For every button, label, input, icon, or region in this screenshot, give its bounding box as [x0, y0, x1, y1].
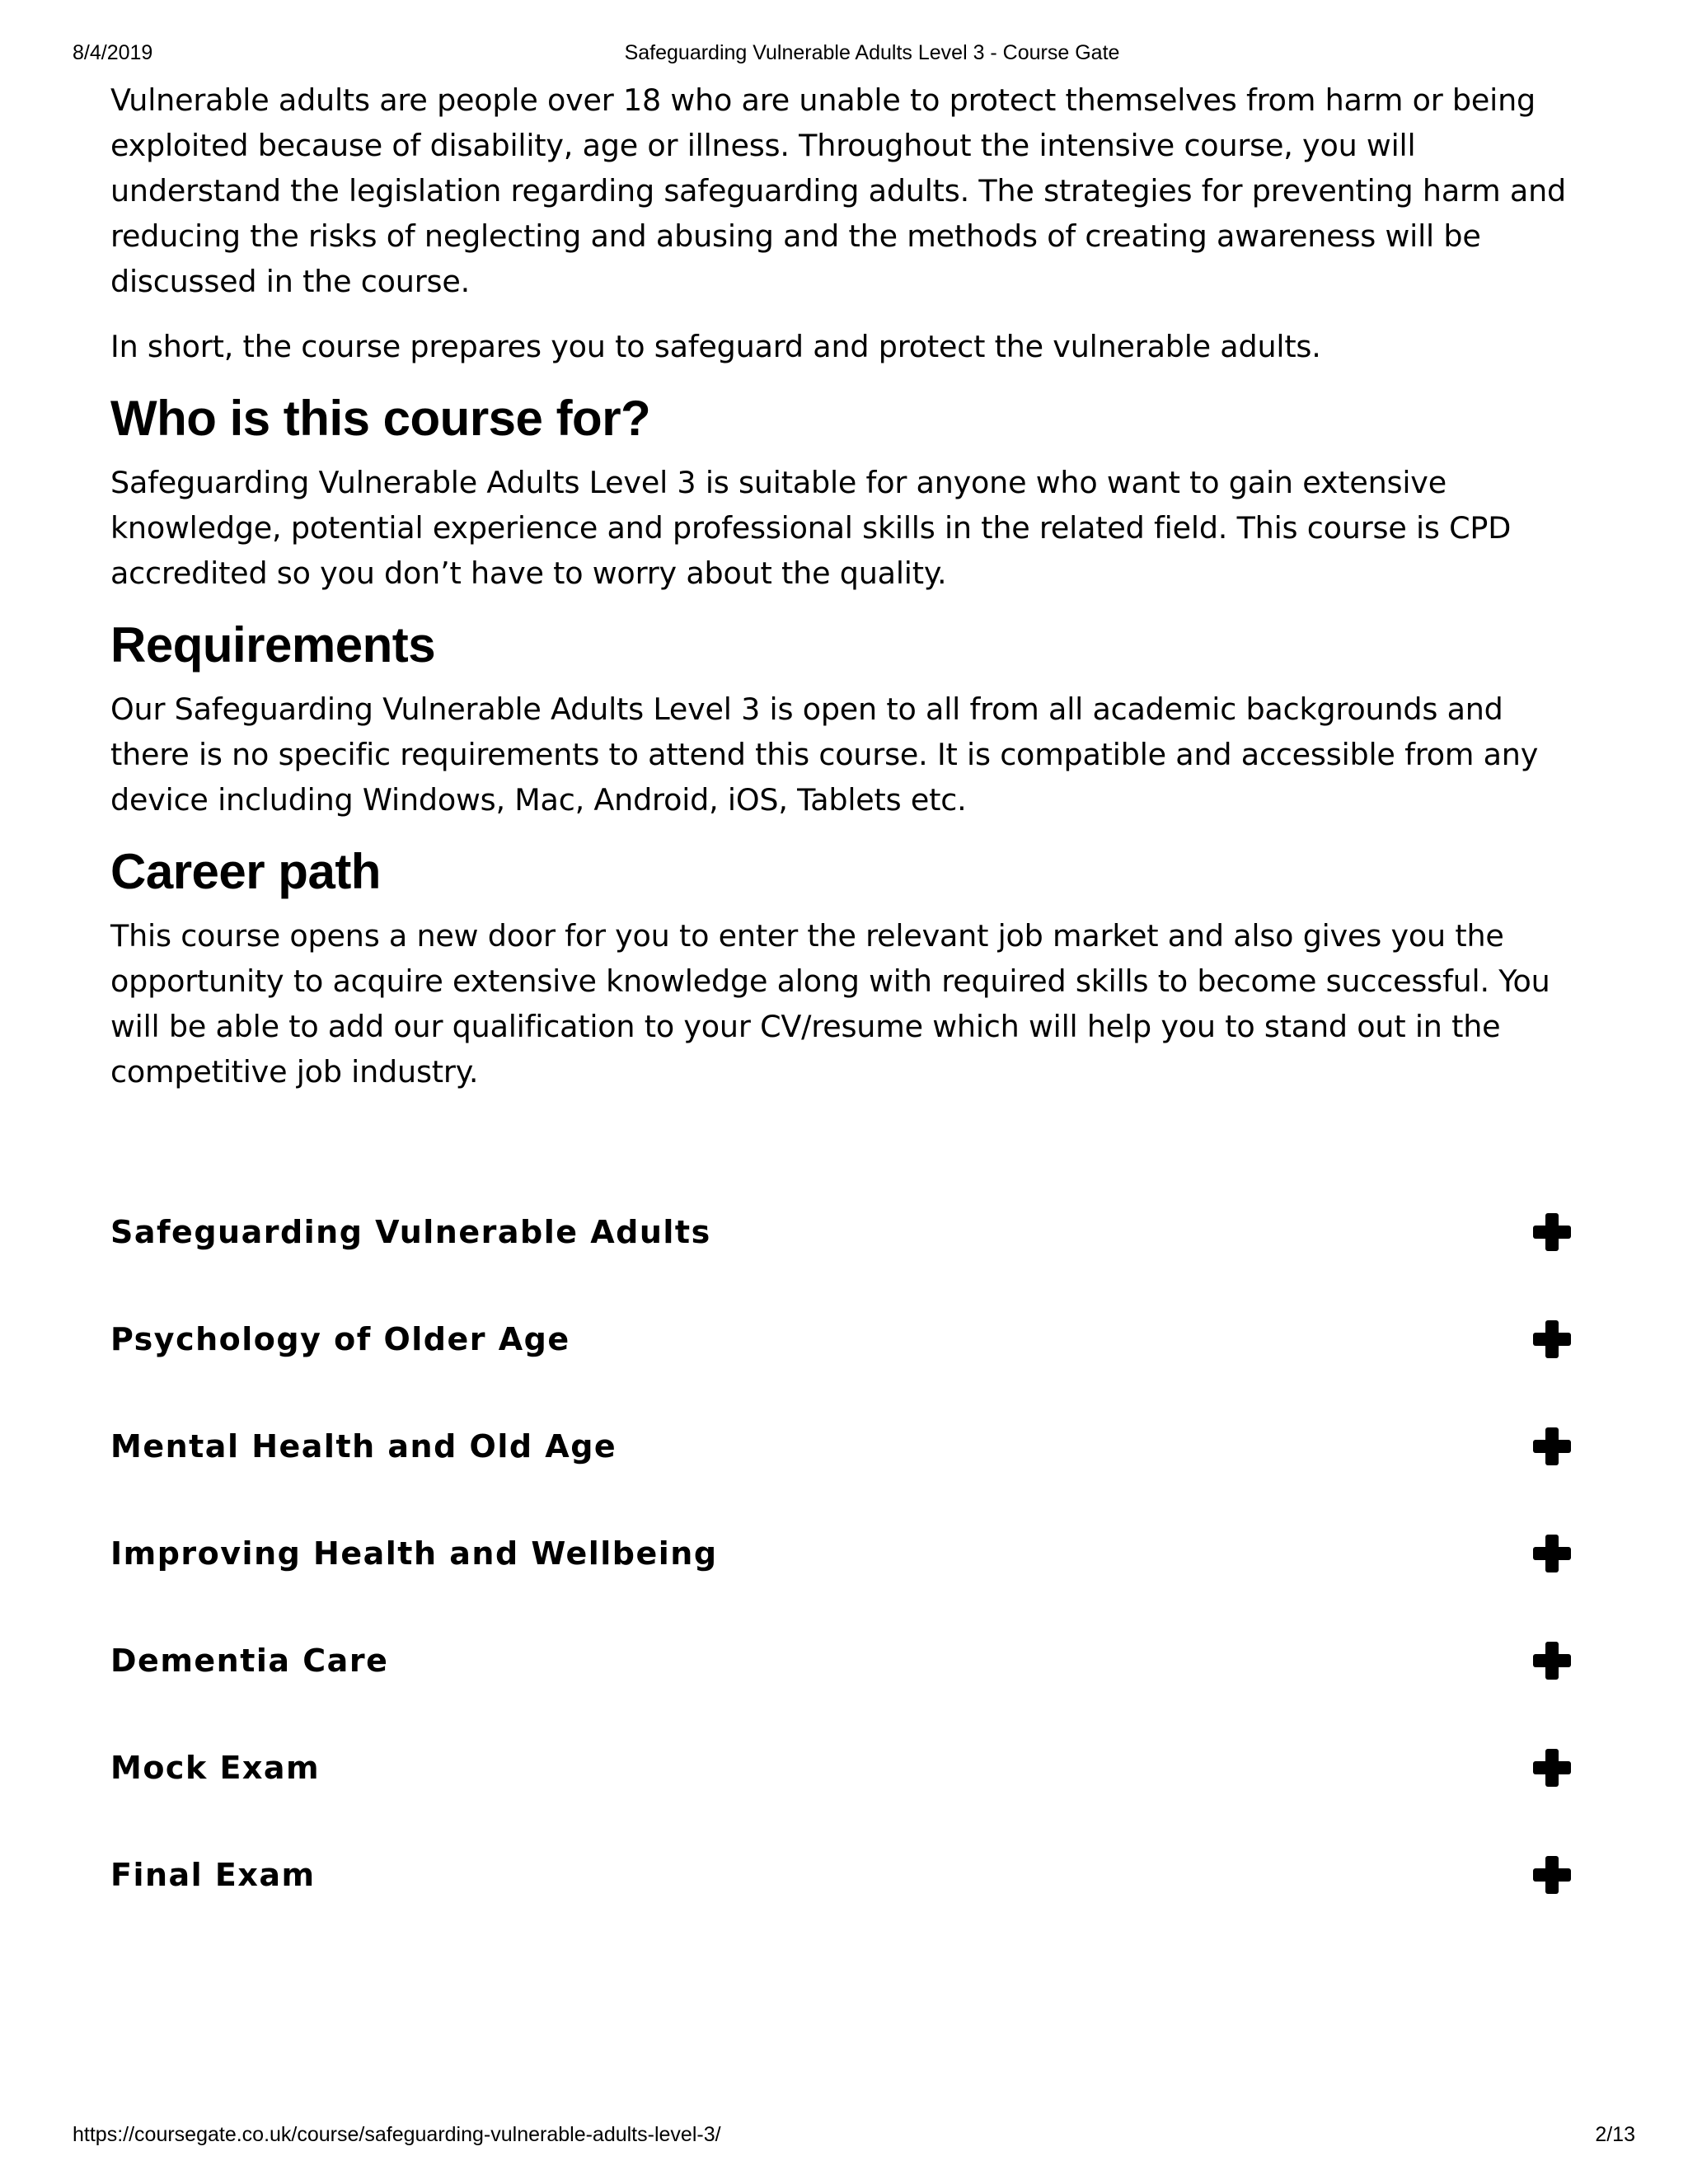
accordion-item-wellbeing[interactable] [110, 1512, 1578, 1619]
section-body-audience: Safeguarding Vulnerable Adults Level 3 is suitable for anyone who want to gain extensive knowledge, potential experience and professional skills in the related field. This course is CPD accredited so you don’t have to worry about the quality. [110, 465, 1512, 591]
plus-icon[interactable] [1533, 1856, 1571, 1894]
intro-paragraph: Vulnerable adults are people over 18 who are unable to protect themselves from harm or being exploited because of disability, age or illness. Throughout the intensive course, you will understand the legislation regarding safeguarding adults. The strategies for preventing harm and reducing the risks of neglecting and abusing and the methods of creating awareness will be discussed in the course. [110, 82, 1567, 299]
plus-icon[interactable] [1533, 1642, 1571, 1680]
curriculum-accordion [110, 1191, 1578, 1941]
print-header [73, 41, 1639, 66]
plus-icon[interactable] [1533, 1427, 1571, 1465]
accordion-item-mock-exam[interactable] [110, 1727, 1578, 1834]
plus-icon[interactable] [1533, 1213, 1571, 1251]
accordion-item-title: Mental Health and Old Age [110, 1428, 617, 1465]
accordion-item-title: Improving Health and Wellbeing [110, 1535, 718, 1572]
course-description [110, 77, 1578, 1114]
intro-summary: In short, the course prepares you to safeguard and protect the vulnerable adults. [110, 329, 1321, 364]
accordion-item-psychology[interactable] [110, 1298, 1578, 1405]
section-body-career: This course opens a new door for you to enter the relevant job market and also gives you the opportunity to acquire extensive knowledge along with required skills to become successful. You will be able to add our qualification to your CV/resume which will help you to stand out in the competitive job industry. [110, 918, 1550, 1090]
print-page-number: 2/13 [1595, 2123, 1635, 2146]
plus-icon[interactable] [1533, 1320, 1571, 1358]
accordion-item-title: Safeguarding Vulnerable Adults [110, 1214, 711, 1250]
plus-icon[interactable] [1533, 1535, 1571, 1572]
accordion-item-title: Final Exam [110, 1857, 316, 1893]
accordion-item-safeguarding[interactable] [110, 1191, 1578, 1298]
section-heading-career: Career path [110, 844, 381, 899]
section-heading-audience: Who is this course for? [110, 391, 651, 446]
accordion-item-final-exam[interactable] [110, 1834, 1578, 1941]
section-body-requirements: Our Safeguarding Vulnerable Adults Level 3 is open to all from all academic backgrounds and there is no specific requirements to attend this course. It is compatible and accessible from any device including Windows, Mac, Android, iOS, Tablets etc. [110, 691, 1539, 818]
accordion-item-title: Psychology of Older Age [110, 1321, 570, 1357]
accordion-item-title: Mock Exam [110, 1750, 321, 1786]
accordion-item-title: Dementia Care [110, 1643, 389, 1679]
print-date: 8/4/2019 [73, 41, 153, 64]
plus-icon[interactable] [1533, 1749, 1571, 1787]
accordion-item-dementia[interactable] [110, 1619, 1578, 1727]
accordion-item-mental-health[interactable] [110, 1405, 1578, 1512]
print-page-title: Safeguarding Vulnerable Adults Level 3 - Course Gate [624, 41, 1120, 64]
print-footer [73, 2123, 1639, 2148]
print-url: https://coursegate.co.uk/course/safeguarding-vulnerable-adults-level-3/ [73, 2123, 721, 2146]
section-heading-requirements: Requirements [110, 617, 436, 673]
